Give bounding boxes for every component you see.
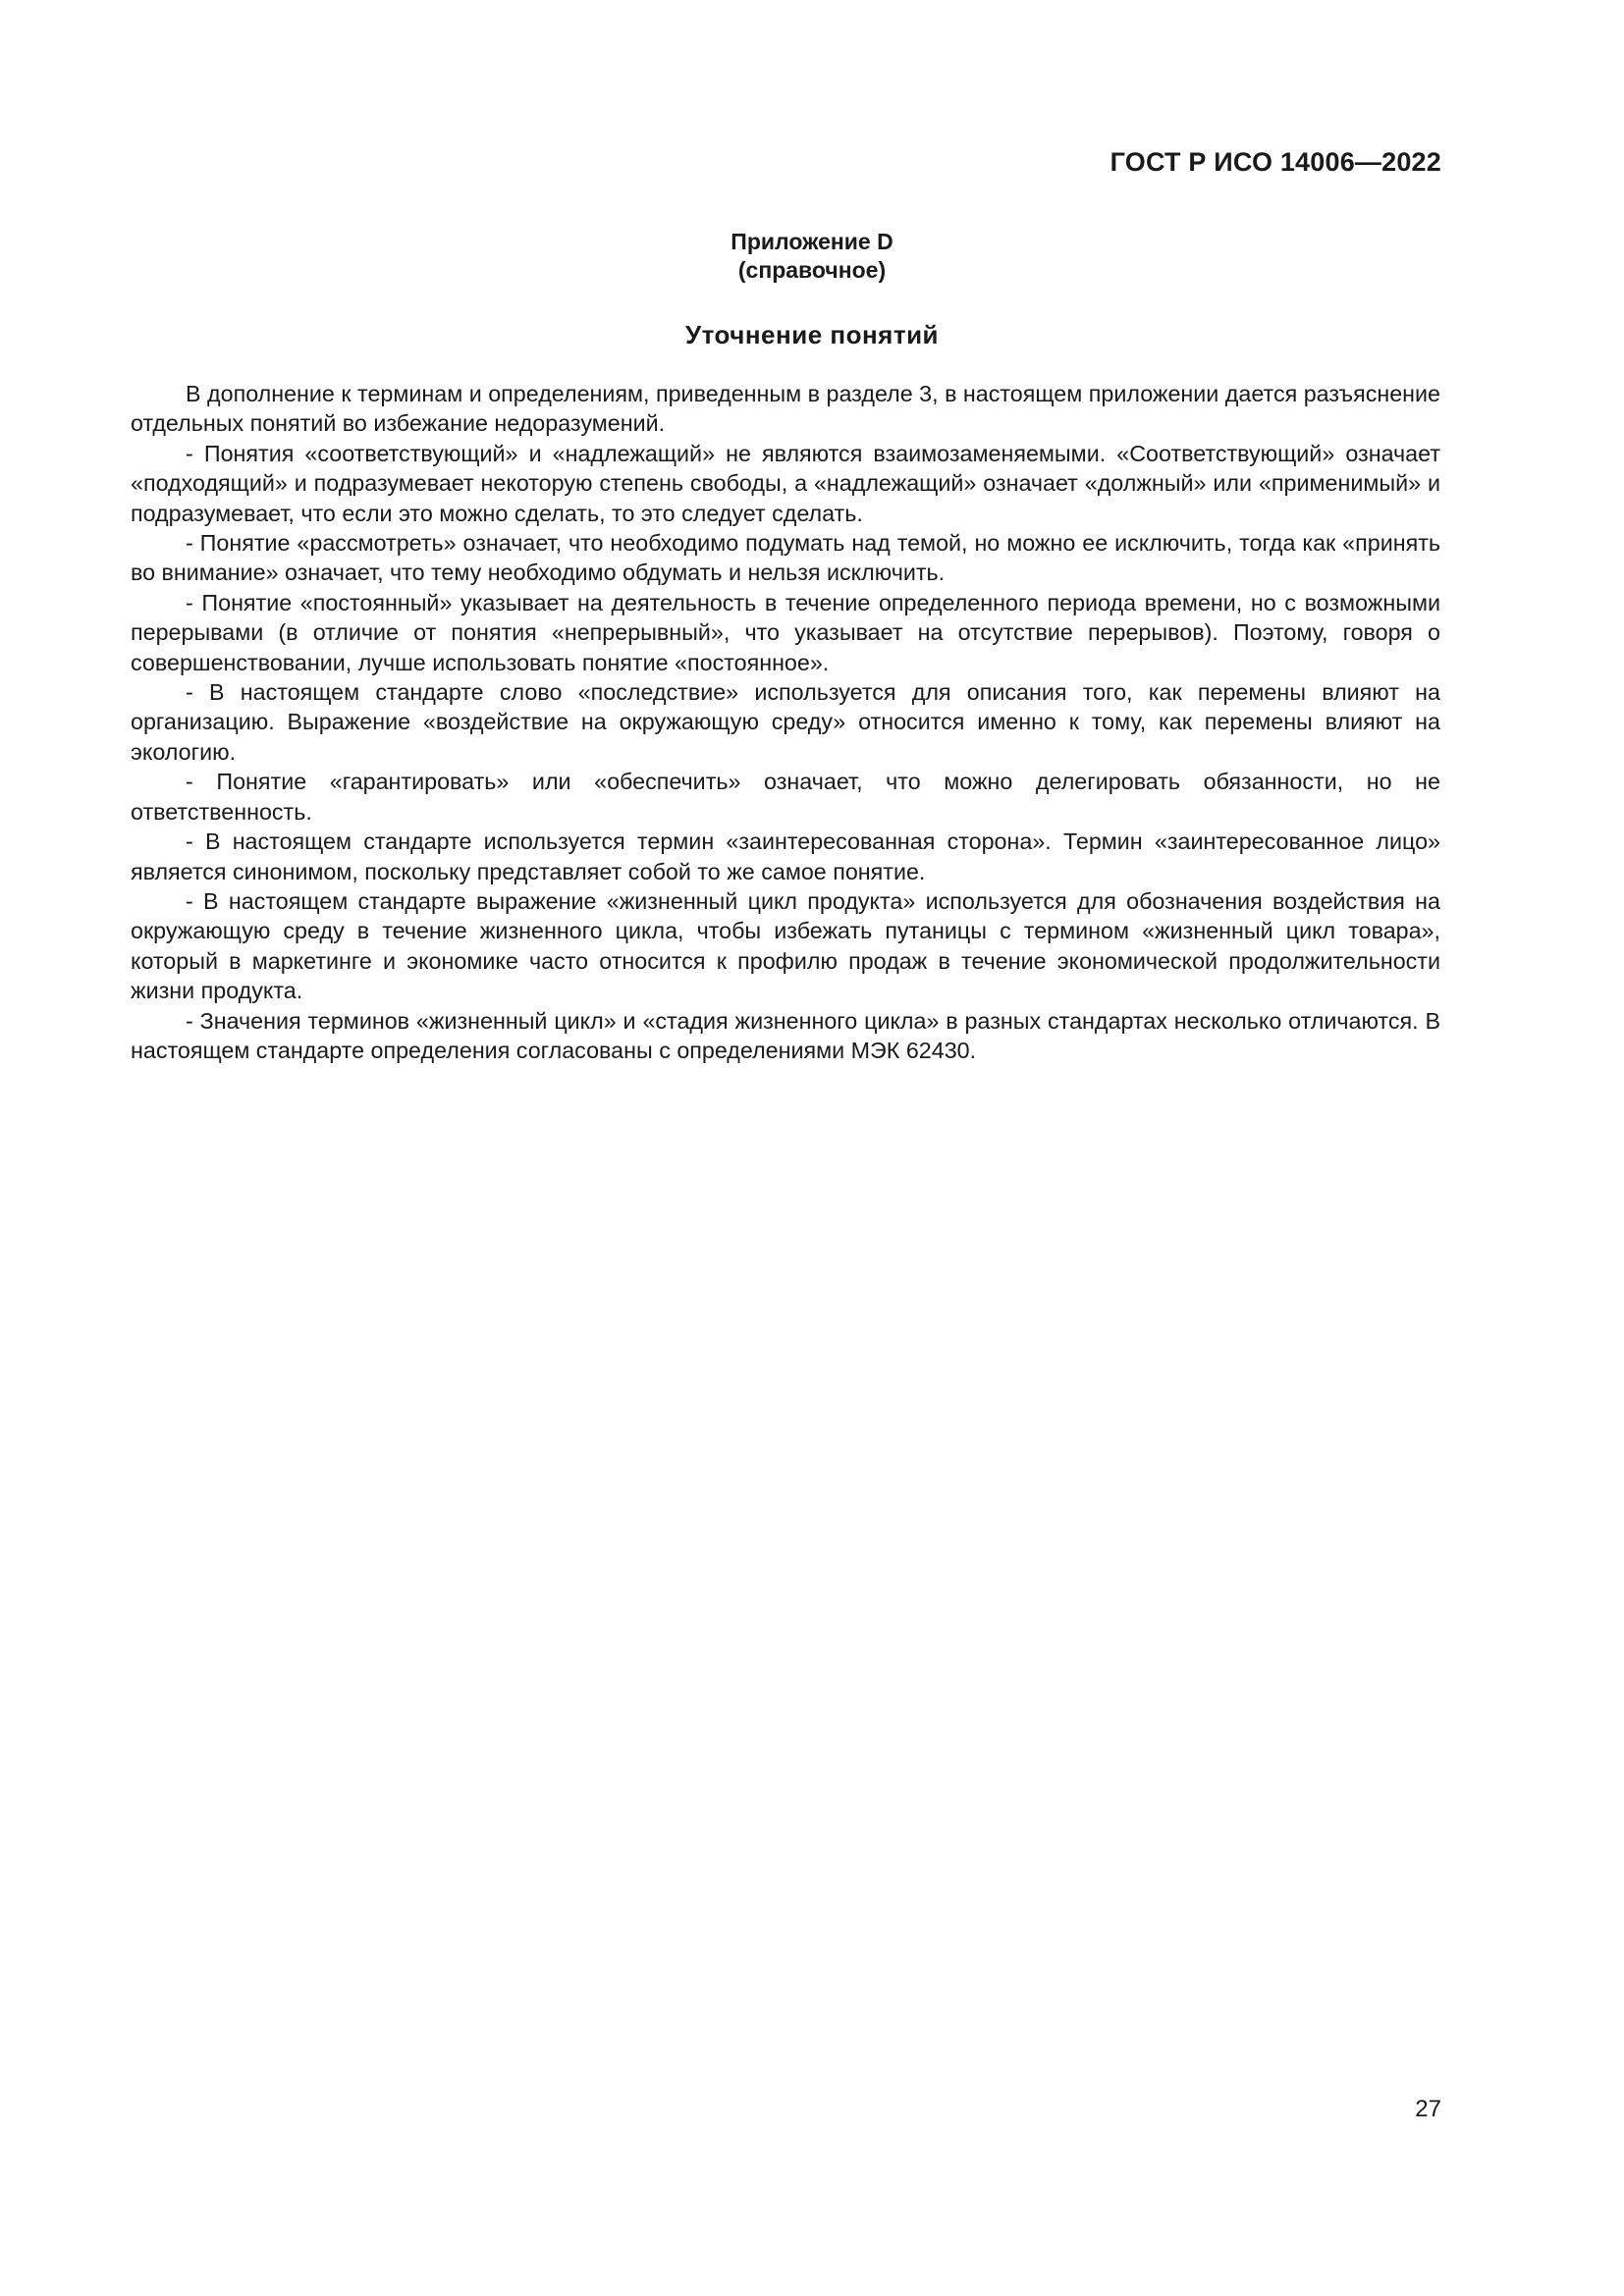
section-title: Уточнение понятий (684, 320, 940, 349)
document-header: ГОСТ Р ИСО 14006—2022 (1110, 147, 1441, 177)
paragraph-item: - Значения терминов «жизненный цикл» и «стадия жизненного цикла» в разных стандартах несколько отличаются. В настоящем стандарте определения согласованы с определениями МЭК 62430. (131, 1007, 1440, 1063)
page-number: 27 (1415, 2096, 1441, 2122)
annex-status: (справочное) (737, 257, 887, 283)
annex-title-block (0, 228, 1624, 285)
paragraph-item: - Понятие «рассмотреть» означает, что необходимо подумать над темой, но можно ее исключить, тогда как «принять во внимание» означает, что тему необходимо обдумать и нельзя исключить. (131, 530, 1440, 586)
paragraph-item: - В настоящем стандарте слово «последствие» используется для описания того, как перемены влияют на организацию. Выражение «воздействие на окружающую среду» относится именно к тому, как перемены влияют на экологию. (131, 679, 1440, 765)
paragraph-item: - В настоящем стандарте выражение «жизненный цикл продукта» используется для обозначения воздействия на окружающую среду в течение жизненного цикла, чтобы избежать путаницы с термином «жизненный цикл товара», который в маркетинге и экономике часто относится к профилю продаж в течение экономической продолжительности жизни продукта. (131, 887, 1440, 1004)
body-text (131, 379, 1440, 1065)
paragraph-item: - Понятие «постоянный» указывает на деятельность в течение определенного периода времени, но с возможными перерывами (в отличие от понятия «непрерывный», что указывает на отсутствие перерывов). Поэтому, говоря о совершенствовании, лучше использовать понятие «постоянное». (131, 589, 1440, 675)
annex-label: Приложение D (731, 229, 893, 254)
paragraph-intro: В дополнение к терминам и определениям, приведенным в разделе 3, в настоящем приложении дается разъяснение отдельных понятий во избежание недоразумений. (131, 381, 1440, 437)
paragraph-item: - В настоящем стандарте используется термин «заинтересованная сторона». Термин «заинтересованное лицо» является синонимом, поскольку представляет собой то же самое понятие. (131, 828, 1440, 884)
paragraph-item: - Понятия «соответствующий» и «надлежащий» не являются взаимозаменяемыми. «Соответствующий» означает «подходящий» и подразумевает некоторую степень свободы, а «надлежащий» означает «должный» или «применимый» и подразумевает, что если это можно сделать, то это следует сделать. (131, 440, 1440, 526)
paragraph-item: - Понятие «гарантировать» или «обеспечить» означает, что можно делегировать обязанности, но не ответственность. (131, 769, 1440, 825)
